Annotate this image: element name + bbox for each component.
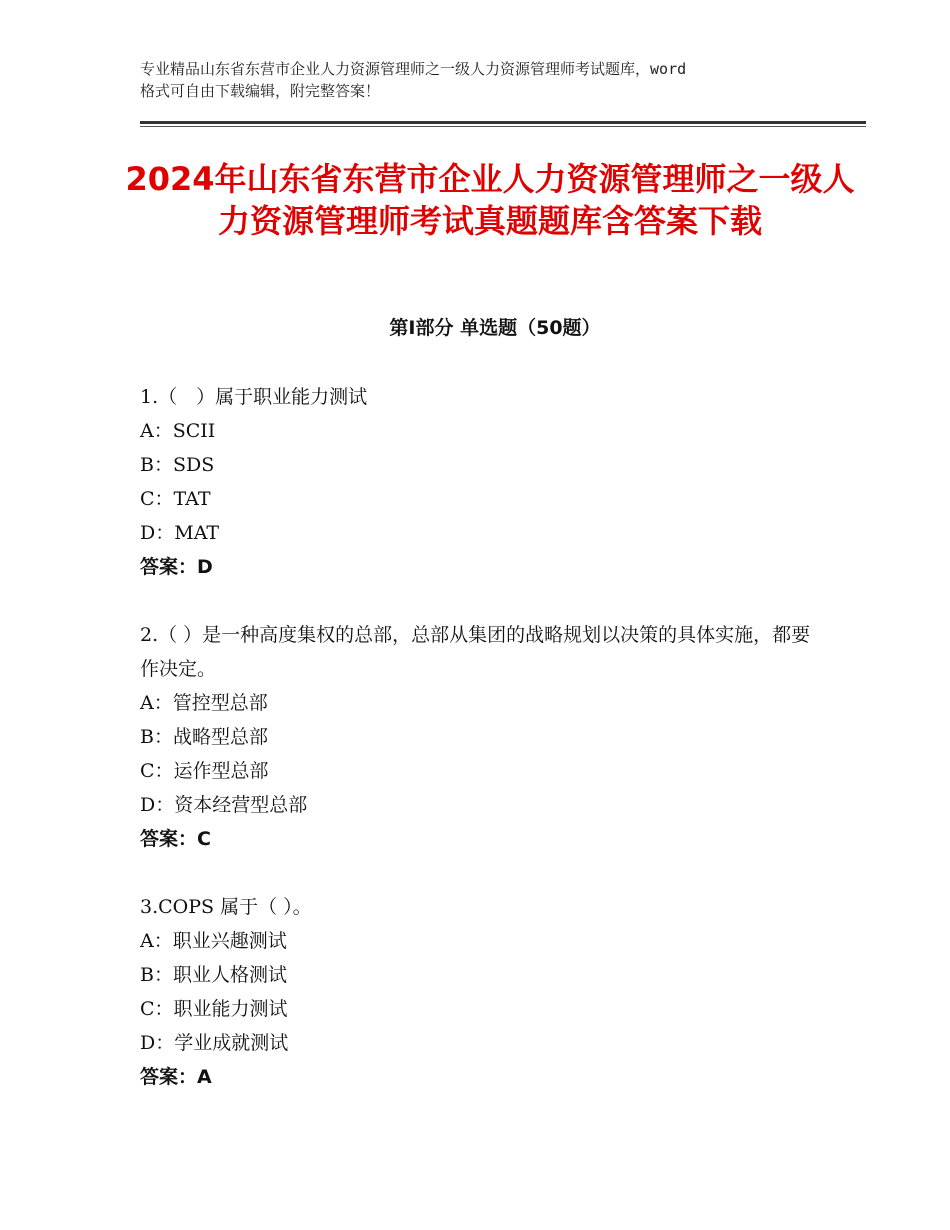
question-stem: 2.（ ）是一种高度集权的总部，总部从集团的战略规划以决策的具体实施，都要作决定。 xyxy=(140,624,811,680)
question-option-a: A：SCII xyxy=(140,420,216,442)
question-option-a: A：管控型总部 xyxy=(140,692,268,714)
header-note-line-2: 格式可自由下载编辑，附完整答案！ xyxy=(140,82,381,100)
header-note-line-1: 专业精品山东省东营市企业人力资源管理师之一级人力资源管理师考试题库，word xyxy=(140,60,687,78)
question-answer: 答案：C xyxy=(140,828,211,850)
question-option-a: A：职业兴趣测试 xyxy=(140,930,287,952)
section-title: 第Ⅰ部分 单选题（50题） xyxy=(389,317,601,339)
question-option-c: C：运作型总部 xyxy=(140,760,269,782)
question-3 xyxy=(140,890,820,1094)
header-divider-thin xyxy=(140,126,866,127)
header-divider-thick xyxy=(140,121,866,124)
question-stem: 3.COPS 属于（ ）。 xyxy=(140,896,312,918)
question-option-d: D：MAT xyxy=(140,522,220,544)
question-2 xyxy=(140,618,820,856)
question-option-c: C：职业能力测试 xyxy=(140,998,288,1020)
question-option-d: D：资本经营型总部 xyxy=(140,794,308,816)
question-option-b: B：SDS xyxy=(140,454,215,476)
question-list xyxy=(140,380,820,1128)
question-1 xyxy=(140,380,820,584)
question-stem: 1.（ ）属于职业能力测试 xyxy=(140,386,368,408)
document-title: 2024年山东省东营市企业人力资源管理师之一级人力资源管理师考试真题题库含答案下载 xyxy=(125,160,855,240)
header-note xyxy=(140,58,830,102)
question-option-d: D：学业成就测试 xyxy=(140,1032,289,1054)
question-option-b: B：战略型总部 xyxy=(140,726,268,748)
question-option-b: B：职业人格测试 xyxy=(140,964,287,986)
question-answer: 答案：D xyxy=(140,556,213,578)
question-answer: 答案：A xyxy=(140,1066,212,1088)
question-option-c: C：TAT xyxy=(140,488,211,510)
